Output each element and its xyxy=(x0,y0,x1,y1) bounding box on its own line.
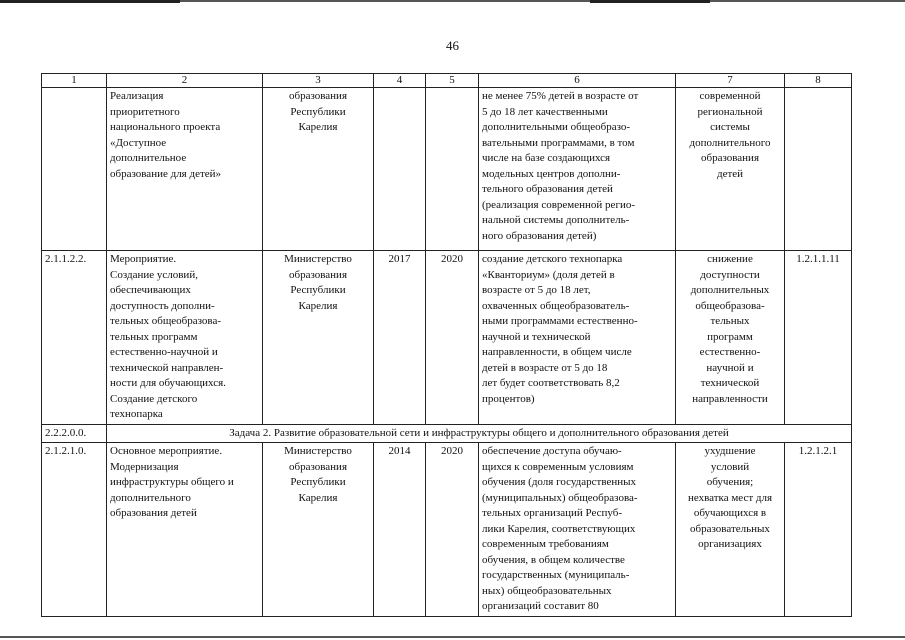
measure-code: 2.1.2.1.0. xyxy=(42,443,107,617)
measure-name: Реализация приоритетного национального проекта «Доступное дополнительное образование для детей» xyxy=(107,88,263,251)
responsible-executor: образования Республики Карелия xyxy=(263,88,374,251)
task-code: 2.2.2.0.0. xyxy=(42,424,107,443)
scan-top-mark xyxy=(590,0,710,3)
non-implementation-consequences: ухудшение условий обучения; нехватка мест для обучающихся в образовательных организациях xyxy=(676,443,785,617)
scan-bottom-edge xyxy=(0,636,905,638)
indicator-link xyxy=(785,88,852,251)
column-number: 7 xyxy=(676,74,785,88)
measure-code: 2.1.1.2.2. xyxy=(42,251,107,425)
start-year: 2017 xyxy=(374,251,426,425)
measure-name: Основное мероприятие. Модернизация инфраструктуры общего и дополнительного образования детей xyxy=(107,443,263,617)
column-number-row xyxy=(42,74,852,88)
measure-code xyxy=(42,88,107,251)
table-row xyxy=(42,88,852,251)
column-number: 6 xyxy=(479,74,676,88)
column-number: 5 xyxy=(426,74,479,88)
column-number: 2 xyxy=(107,74,263,88)
expected-result: обеспечение доступа обучаю- щихся к современным условиям обучения (доля государственных (муниципальных) общеобразова- тельных организаций Респуб- лики Карелия, соответствующих современным требованиям обучения, в общем количестве государственных (муниципаль- ных) общеобразовательных организаций составит 80 xyxy=(479,443,676,617)
column-number: 4 xyxy=(374,74,426,88)
end-year: 2020 xyxy=(426,443,479,617)
column-number: 1 xyxy=(42,74,107,88)
end-year: 2020 xyxy=(426,251,479,425)
page-number: 46 xyxy=(446,38,459,53)
start-year: 2014 xyxy=(374,443,426,617)
column-number: 3 xyxy=(263,74,374,88)
indicator-link: 1.2.1.1.11 xyxy=(785,251,852,425)
measure-name: Мероприятие. Создание условий, обеспечивающих доступность дополни- тельных общеобразова- тельных программ естественно-научной и технической направлен- ности для обучающихся. Создание детского технопарка xyxy=(107,251,263,425)
start-year xyxy=(374,88,426,251)
non-implementation-consequences: современной региональной системы дополнительного образования детей xyxy=(676,88,785,251)
non-implementation-consequences: снижение доступности дополнительных общеобразова- тельных программ естественно- научной и технической направленности xyxy=(676,251,785,425)
end-year xyxy=(426,88,479,251)
scan-top-mark xyxy=(0,0,180,3)
responsible-executor: Министерство образования Республики Карелия xyxy=(263,251,374,425)
table-row xyxy=(42,251,852,425)
column-number: 8 xyxy=(785,74,852,88)
expected-result: создание детского технопарка «Кванториум» (доля детей в возрасте от 5 до 18 лет, охваченных общеобразователь- ными программами естественно- научной и технической направленности, в общем числе детей в возрасте от 5 до 18 лет будет соответствовать 8,2 процентов) xyxy=(479,251,676,425)
indicator-link: 1.2.1.2.1 xyxy=(785,443,852,617)
table-row xyxy=(42,443,852,617)
measures-table xyxy=(41,73,852,617)
expected-result: не менее 75% детей в возрасте от 5 до 18 лет качественными дополнительными общеобразо- вательными программами, в том числе на базе создающихся модельных центров дополни- тельного образования детей (реализация современной регио- нальной системы дополнитель- ного образования детей) xyxy=(479,88,676,251)
responsible-executor: Министерство образования Республики Карелия xyxy=(263,443,374,617)
task-row xyxy=(42,424,852,443)
task-title: Задача 2. Развитие образовательной сети и инфраструктуры общего и дополнительного образования детей xyxy=(107,424,852,443)
